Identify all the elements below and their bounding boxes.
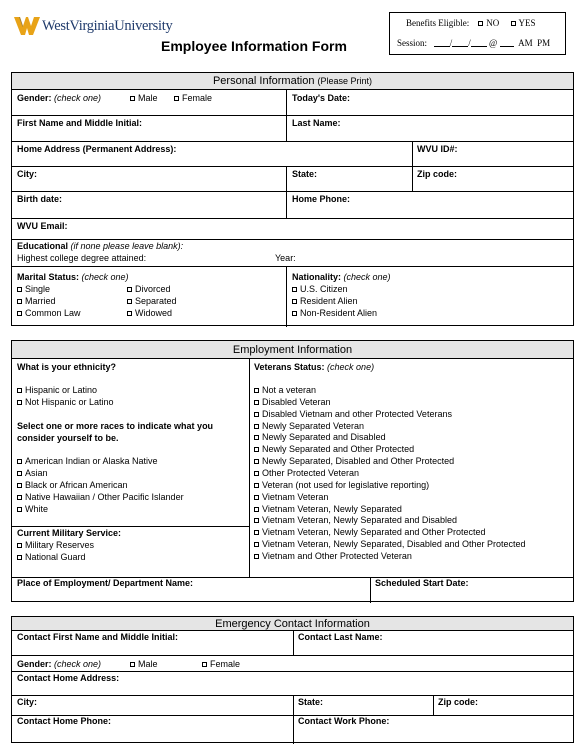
veterans-option-label: Disabled Veteran: [262, 396, 331, 407]
gender-note: (check one): [54, 93, 102, 103]
session-label: Session:: [397, 38, 428, 48]
veterans-option[interactable]: [254, 421, 364, 432]
personal-section-header: [12, 73, 573, 90]
veterans-option-label: Vietnam and Other Protected Veteran: [262, 550, 412, 561]
veterans-option-label: Other Protected Veteran: [262, 467, 360, 478]
veterans-option-checkbox[interactable]: [254, 530, 259, 535]
contact-gender-female-label: Female: [210, 659, 241, 669]
marital-single-checkbox[interactable]: [17, 287, 22, 292]
race-hawaiian-option[interactable]: [17, 492, 184, 503]
veterans-option-checkbox[interactable]: [254, 424, 259, 429]
race-asian-label: Asian: [25, 468, 48, 478]
contact-last-name-field[interactable]: Contact Last Name:: [298, 632, 383, 642]
veterans-option-label: Newly Separated and Disabled: [262, 432, 386, 443]
contact-gender-male-option[interactable]: [130, 659, 158, 670]
marital-widowed-option[interactable]: [127, 308, 172, 319]
nationality-resident-alien-option[interactable]: [292, 296, 358, 307]
marital-separated-label: Separated: [135, 296, 177, 306]
ethnicity-question: What is your ethnicity?: [17, 362, 117, 372]
veterans-option-checkbox[interactable]: [254, 400, 259, 405]
ethnicity-not-hispanic-checkbox[interactable]: [17, 400, 22, 405]
marital-single-option[interactable]: [17, 284, 50, 295]
educational-field: [17, 241, 183, 252]
last-name-field[interactable]: Last Name:: [292, 118, 341, 128]
veterans-option-checkbox[interactable]: [254, 542, 259, 547]
marital-status-field: [17, 272, 129, 283]
marital-separated-checkbox[interactable]: [127, 299, 132, 304]
wvu-id-field[interactable]: WVU ID#:: [417, 144, 458, 154]
start-date-field[interactable]: Scheduled Start Date:: [375, 578, 469, 588]
veterans-option-checkbox[interactable]: [254, 459, 259, 464]
emergency-title: Emergency Contact Information: [215, 618, 370, 630]
emergency-section-header: [12, 617, 573, 631]
educational-note: (if none please leave blank):: [70, 241, 184, 251]
benefits-no-label: NO: [486, 18, 500, 28]
nationality-us-citizen-label: U.S. Citizen: [300, 284, 348, 294]
veterans-option-checkbox[interactable]: [254, 554, 259, 559]
nationality-field: [292, 272, 391, 283]
ethnicity-hispanic-label: Hispanic or Latino: [25, 385, 98, 395]
contact-city-field[interactable]: City:: [17, 697, 37, 707]
contact-gender-male-label: Male: [138, 659, 158, 669]
race-american-indian-label: American Indian or Alaska Native: [25, 456, 158, 466]
marital-label: Marital Status:: [17, 272, 80, 282]
nationality-note: (check one): [343, 272, 391, 282]
national-guard-checkbox[interactable]: [17, 555, 22, 560]
gender-label: Gender:: [17, 93, 52, 103]
contact-home-address-field[interactable]: Contact Home Address:: [17, 673, 120, 683]
veterans-option-label: Newly Separated Veteran: [262, 420, 365, 431]
gender-female-checkbox[interactable]: [174, 96, 179, 101]
veterans-option[interactable]: [254, 515, 457, 526]
veterans-option[interactable]: [254, 539, 526, 550]
marital-common-law-option[interactable]: [17, 308, 81, 319]
veterans-option-checkbox[interactable]: [254, 388, 259, 393]
marital-married-checkbox[interactable]: [17, 299, 22, 304]
veterans-option-label: Vietnam Veteran, Newly Separated and Other Protected: [262, 527, 486, 538]
marital-widowed-checkbox[interactable]: [127, 311, 132, 316]
military-service-label: Current Military Service:: [17, 528, 122, 538]
military-reserves-option[interactable]: [17, 540, 94, 551]
contact-gender-field: [17, 659, 101, 670]
veterans-option-label: Newly Separated, Disabled and Other Protected: [262, 456, 455, 467]
veterans-option[interactable]: [254, 432, 386, 443]
race-asian-option[interactable]: [17, 468, 48, 479]
marital-common-law-checkbox[interactable]: [17, 311, 22, 316]
contact-work-phone-field[interactable]: Contact Work Phone:: [298, 716, 390, 726]
ethnicity-hispanic-option[interactable]: [17, 385, 97, 396]
employment-section-header: [12, 341, 573, 359]
gender-male-option[interactable]: [130, 93, 158, 104]
race-hawaiian-checkbox[interactable]: [17, 495, 22, 500]
contact-gender-female-option[interactable]: [202, 659, 240, 670]
marital-common-law-label: Common Law: [25, 308, 81, 318]
ethnicity-not-hispanic-label: Not Hispanic or Latino: [25, 397, 114, 407]
veterans-option-label: Disabled Vietnam and other Protected Veterans: [262, 408, 452, 419]
marital-note: (check one): [81, 272, 129, 282]
veterans-option-label: Vietnam Veteran, Newly Separated, Disabled and Other Protected: [262, 539, 526, 550]
veterans-option[interactable]: [254, 456, 454, 467]
home-phone-field[interactable]: Home Phone:: [292, 194, 351, 204]
marital-divorced-checkbox[interactable]: [127, 287, 132, 292]
veterans-option[interactable]: [254, 492, 328, 503]
year-field[interactable]: Year:: [275, 253, 296, 263]
benefits-yes-checkbox[interactable]: [511, 21, 516, 26]
race-american-indian-checkbox[interactable]: [17, 459, 22, 464]
contact-first-name-field[interactable]: Contact First Name and Middle Initial:: [17, 632, 179, 642]
veterans-label: Veterans Status:: [254, 362, 325, 372]
military-reserves-checkbox[interactable]: [17, 543, 22, 548]
veterans-option[interactable]: [254, 480, 429, 491]
veterans-option[interactable]: [254, 551, 412, 562]
race-white-option[interactable]: [17, 504, 48, 515]
emergency-section: [11, 616, 574, 743]
national-guard-option[interactable]: [17, 552, 86, 563]
wvu-email-field[interactable]: WVU Email:: [17, 221, 68, 231]
race-asian-checkbox[interactable]: [17, 471, 22, 476]
military-reserves-label: Military Reserves: [25, 540, 95, 550]
ethnicity-not-hispanic-option[interactable]: [17, 397, 114, 408]
race-black-option[interactable]: [17, 480, 128, 491]
veterans-option-checkbox[interactable]: [254, 507, 259, 512]
personal-title-note: (Please Print): [317, 76, 373, 86]
race-question-line1: Select one or more races to indicate what you: [17, 421, 214, 431]
veterans-option-checkbox[interactable]: [254, 447, 259, 452]
race-hawaiian-label: Native Hawaiian / Other Pacific Islander: [25, 492, 184, 502]
benefits-box: Benefits Eligible: NO YES Session: / / @ AM PM: [389, 12, 566, 55]
personal-section: [11, 72, 574, 326]
veterans-option-label: Vietnam Veteran, Newly Separated and Disabled: [262, 515, 457, 526]
veterans-option-checkbox[interactable]: [254, 495, 259, 500]
session-pm[interactable]: PM: [537, 38, 551, 48]
employment-section: [11, 340, 574, 602]
national-guard-label: National Guard: [25, 552, 86, 562]
session-at: @: [489, 38, 498, 48]
nationality-label: Nationality:: [292, 272, 342, 282]
home-address-field[interactable]: Home Address (Permanent Address):: [17, 144, 177, 154]
benefits-label: Benefits Eligible:: [406, 18, 470, 28]
contact-state-field[interactable]: State:: [298, 697, 324, 707]
veterans-option[interactable]: [254, 397, 331, 408]
marital-divorced-option[interactable]: [127, 284, 171, 295]
nationality-us-citizen-option[interactable]: [292, 284, 348, 295]
state-field[interactable]: State:: [292, 169, 318, 179]
wvu-logo: [14, 14, 173, 38]
nationality-resident-alien-label: Resident Alien: [300, 296, 358, 306]
marital-widowed-label: Widowed: [135, 308, 173, 318]
veterans-option[interactable]: [254, 527, 485, 538]
form-title: Employee Information Form: [161, 38, 347, 54]
veterans-option[interactable]: [254, 385, 316, 396]
veterans-option-checkbox[interactable]: [254, 483, 259, 488]
marital-divorced-label: Divorced: [135, 284, 171, 294]
benefits-no-checkbox[interactable]: [478, 21, 483, 26]
zip-field[interactable]: Zip code:: [417, 169, 457, 179]
session-year-field[interactable]: [471, 38, 487, 47]
race-white-checkbox[interactable]: [17, 507, 22, 512]
birth-date-field[interactable]: Birth date:: [17, 194, 62, 204]
race-black-label: Black or African American: [25, 480, 128, 490]
marital-separated-option[interactable]: [127, 296, 177, 307]
employment-title: Employment Information: [232, 344, 353, 356]
veterans-option[interactable]: [254, 444, 414, 455]
veterans-option-checkbox[interactable]: [254, 412, 259, 417]
gender-male-label: Male: [138, 93, 158, 103]
veterans-option-label: Newly Separated and Other Protected: [262, 444, 415, 455]
gender-male-checkbox[interactable]: [130, 96, 135, 101]
nationality-non-resident-alien-checkbox[interactable]: [292, 311, 297, 316]
nationality-resident-alien-checkbox[interactable]: [292, 299, 297, 304]
veterans-option-label: Not a veteran: [262, 385, 317, 395]
veterans-option[interactable]: [254, 409, 452, 420]
nationality-non-resident-alien-label: Non-Resident Alien: [300, 308, 378, 318]
veterans-status-field: [254, 362, 374, 373]
veterans-option[interactable]: [254, 504, 402, 515]
place-of-employment-field[interactable]: Place of Employment/ Department Name:: [17, 578, 194, 588]
contact-gender-female-checkbox[interactable]: [202, 662, 207, 667]
contact-home-phone-field[interactable]: Contact Home Phone:: [17, 716, 112, 726]
nationality-non-resident-alien-option[interactable]: [292, 308, 377, 319]
veterans-option-label: Vietnam Veteran: [262, 491, 329, 502]
educational-label: Educational: [17, 241, 69, 251]
gender-female-label: Female: [182, 93, 213, 103]
veterans-option-checkbox[interactable]: [254, 435, 259, 440]
veterans-option-label: Veteran (not used for legislative reporting): [262, 479, 430, 490]
logo-text: WestVirginiaUniversity: [42, 17, 173, 34]
marital-married-option[interactable]: [17, 296, 56, 307]
veterans-option-checkbox[interactable]: [254, 518, 259, 523]
veterans-option-label: Vietnam Veteran, Newly Separated: [262, 503, 402, 514]
contact-gender-note: (check one): [54, 659, 102, 669]
contact-gender-label: Gender:: [17, 659, 52, 669]
first-name-field[interactable]: First Name and Middle Initial:: [17, 118, 143, 128]
highest-degree-field[interactable]: Highest college degree attained:: [17, 253, 147, 263]
race-american-indian-option[interactable]: [17, 456, 158, 467]
flying-wv-icon: [14, 17, 40, 35]
race-black-checkbox[interactable]: [17, 483, 22, 488]
nationality-us-citizen-checkbox[interactable]: [292, 287, 297, 292]
veterans-note: (check one): [327, 362, 375, 372]
marital-single-label: Single: [25, 284, 51, 294]
race-white-label: White: [25, 504, 49, 514]
contact-zip-field[interactable]: Zip code:: [438, 697, 478, 707]
gender-field: [17, 93, 101, 104]
race-question-line2: consider yourself to be.: [17, 433, 119, 443]
veterans-option-checkbox[interactable]: [254, 471, 259, 476]
gender-female-option[interactable]: [174, 93, 212, 104]
city-field[interactable]: City:: [17, 169, 37, 179]
veterans-option[interactable]: [254, 468, 359, 479]
todays-date-field[interactable]: Today's Date:: [292, 93, 350, 103]
session-day-field[interactable]: [452, 38, 468, 47]
ethnicity-hispanic-checkbox[interactable]: [17, 388, 22, 393]
marital-married-label: Married: [25, 296, 56, 306]
session-month-field[interactable]: [434, 38, 450, 47]
benefits-yes-label: YES: [518, 18, 536, 28]
personal-title: Personal Information: [212, 75, 315, 87]
session-time-field[interactable]: [500, 38, 514, 47]
contact-gender-male-checkbox[interactable]: [130, 662, 135, 667]
session-am[interactable]: AM: [518, 38, 533, 48]
